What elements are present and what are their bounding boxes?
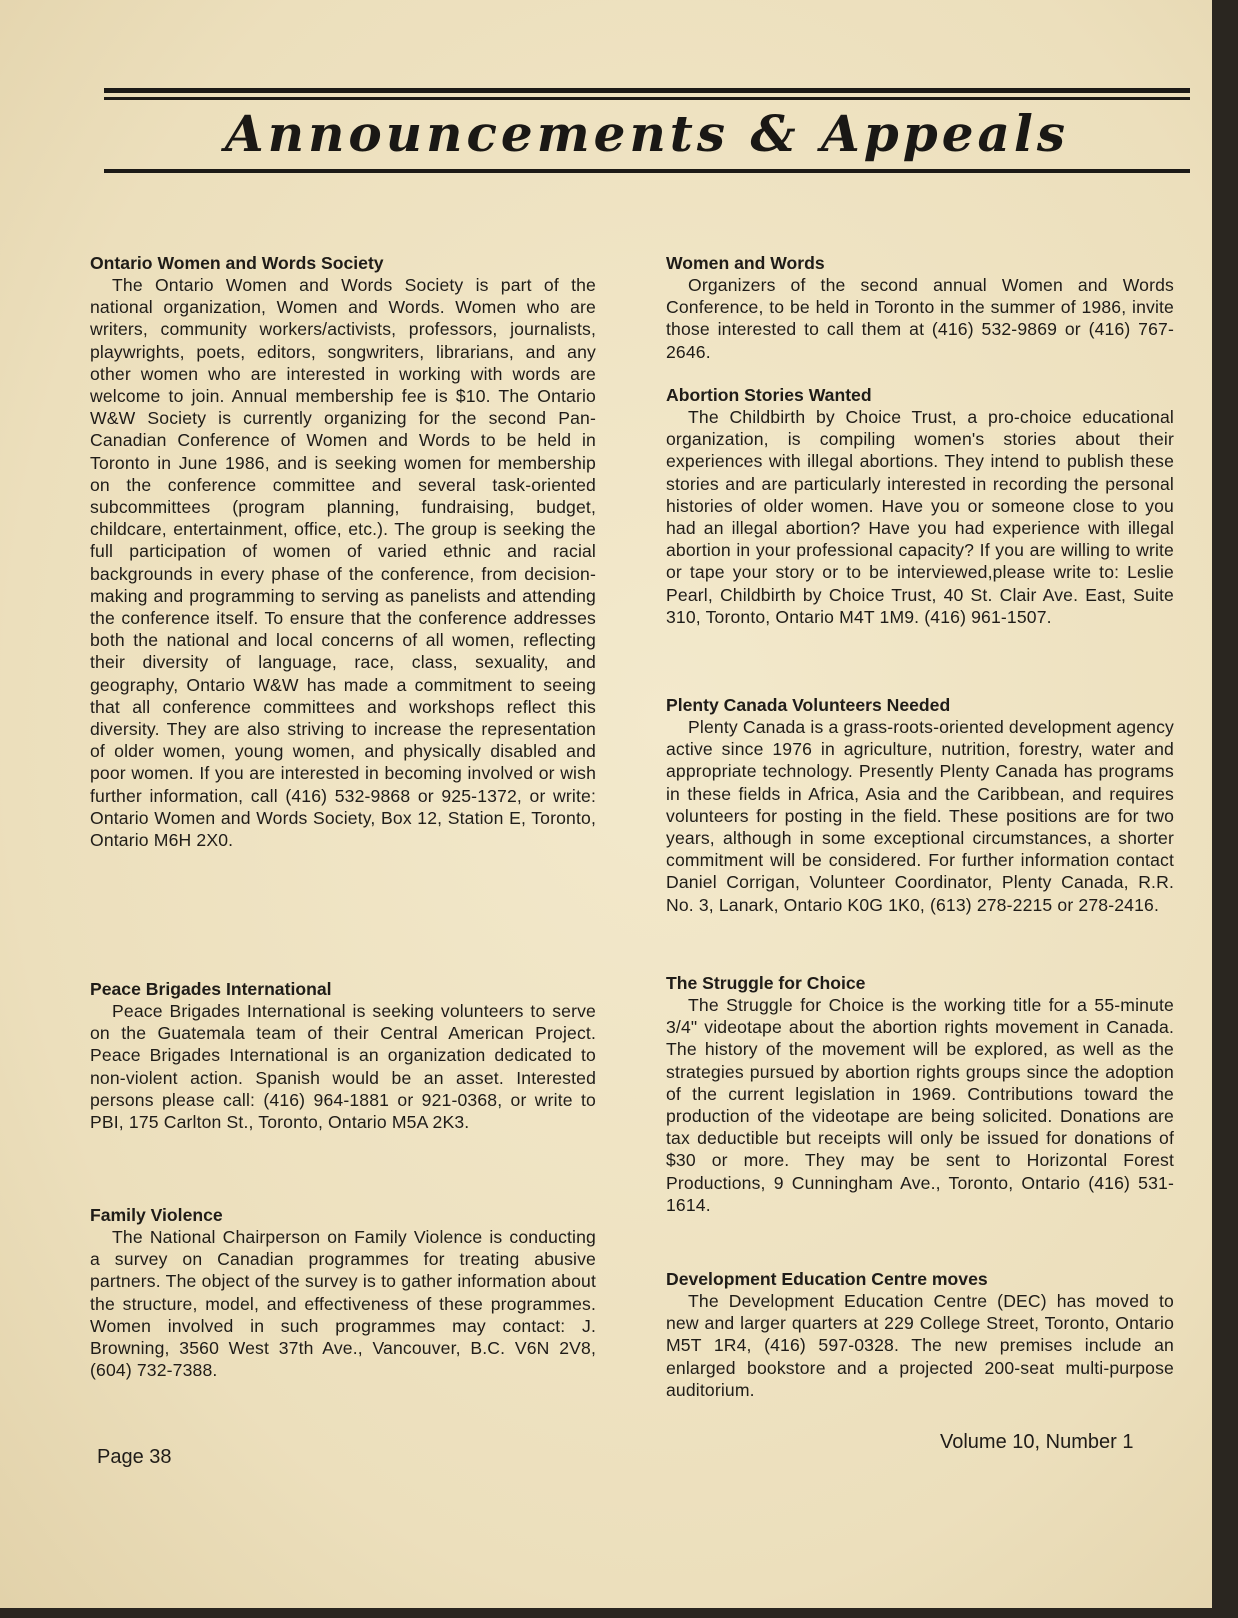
announcement-heading: Development Education Centre moves — [666, 1269, 988, 1289]
announcement-heading: Abortion Stories Wanted — [666, 385, 872, 405]
announcement-plenty-canada — [666, 694, 1174, 916]
announcement-body: The National Chairperson on Family Violence is conducting a survey on Canadian programmes for treating abusive partners. The object of the survey is to gather information about the structure, model, and effectiveness of these programmes. Women involved in such programmes may contact: J. Browning, 3560 West 37th Ave., Vancouver, B.C. V6N 2V8, (604) 732-7388. — [90, 1227, 596, 1381]
issue-number: Volume 10, Number 1 — [940, 1431, 1134, 1453]
announcement-ontario-women-and-words — [90, 252, 596, 851]
announcement-heading: Family Violence — [90, 1205, 223, 1225]
announcement-body: Plenty Canada is a grass-roots-oriented development agency active since 1976 in agriculture, nutrition, forestry, water and appropriate technology. Presently Plenty Canada has programs in these fields in Africa, Asia and the Caribbean, and requires volunteers for posting in the field. These positions are for two years, although in some exceptional circumstances, a shorter commitment will be considered. For further information contact Daniel Corrigan, Volunteer Coordinator, Plenty Canada, R.R. No. 3, Lanark, Ontario K0G 1K0, (613) 278-2215 or 278-2416. — [666, 717, 1174, 915]
page-number: Page 38 — [97, 1446, 172, 1468]
masthead-bottom-rule — [104, 169, 1190, 173]
announcement-peace-brigades — [90, 978, 596, 1133]
announcement-body: The Struggle for Choice is the working title for a 55-minute 3/4" videotape about the abortion rights movement in Canada. The history of the movement will be explored, as well as the strategies pursued by abortion rights groups since the adoption of the current legislation in 1969. Contributions toward the production of the videotape are being solicited. Donations are tax deductible but receipts will only be issued for donations of $30 or more. They may be sent to Horizontal Forest Productions, 9 Cunningham Ave., Toronto, Ontario (416) 531-1614. — [666, 995, 1174, 1215]
announcement-heading: Ontario Women and Words Society — [90, 253, 384, 273]
announcement-struggle-for-choice — [666, 972, 1174, 1216]
announcement-body: Organizers of the second annual Women and Words Conference, to be held in Toronto in the summer of 1986, invite those interested to call them at (416) 532-9869 or (416) 767-2646. — [666, 275, 1174, 362]
announcement-heading: Plenty Canada Volunteers Needed — [666, 695, 951, 715]
announcement-body: Peace Brigades International is seeking volunteers to serve on the Guatemala team of their Central American Project. Peace Brigades International is an organization dedicated to non-violent action. Spanish would be an asset. Interested persons please call: (416) 964-1881 or 921-0368, or write to PBI, 175 Carlton St., Toronto, Ontario M5A 2K3. — [90, 1001, 596, 1133]
masthead-title: Announcements & Appeals — [224, 104, 1070, 163]
announcement-heading: Peace Brigades International — [90, 979, 332, 999]
masthead-top-rule — [104, 88, 1190, 93]
announcement-heading: The Struggle for Choice — [666, 973, 866, 993]
announcement-development-education-centre — [666, 1268, 1174, 1401]
announcement-women-and-words — [666, 252, 1174, 363]
announcement-family-violence — [90, 1204, 596, 1381]
announcement-body: The Childbirth by Choice Trust, a pro-choice educational organization, is compiling women's stories about their experiences with illegal abortions. They intend to publish these stories and are particularly interested in recording the personal histories of older women. Have you or someone close to you had an illegal abortion? Have you had experience with illegal abortion in your professional capacity? If you are willing to write or tape your story or to be interviewed,please write to: Leslie Pearl, Childbirth by Choice Trust, 40 St. Clair Ave. East, Suite 310, Toronto, Ontario M4T 1M9. (416) 961-1507. — [666, 407, 1174, 627]
announcement-body: The Development Education Centre (DEC) has moved to new and larger quarters at 229 College Street, Toronto, Ontario M5T 1R4, (416) 597-0328. The new premises include an enlarged bookstore and a projected 200-seat multi-purpose auditorium. — [666, 1291, 1174, 1400]
announcement-heading: Women and Words — [666, 253, 825, 273]
announcement-abortion-stories — [666, 384, 1174, 628]
announcement-body: The Ontario Women and Words Society is part of the national organization, Women and Words. Women who are writers, community workers/activists, professors, journalists, playwrights, poets, editors, songwriters, librarians, and any other women who are interested in working with words are welcome to join. Annual membership fee is $10. The Ontario W&W Society is currently organizing for the second Pan-Canadian Conference of Women and Words to be held in Toronto in June 1986, and is seeking women for membership on the conference committee and several task-oriented subcommittees (program planning, fundraising, budget, childcare, entertainment, office, etc.). The group is seeking the full participation of women of varied ethnic and racial backgrounds in every phase of the conference, from decision-making and programming to serving as panelists and attending the conference itself. To ensure that the conference addresses both the national and local concerns of all women, reflecting their diversity of language, race, class, sexuality, and geography, Ontario W&W has made a commitment to seeing that all conference committees and workshops reflect this diversity. They are also striving to increase the representation of older women, young women, and physically disabled and poor women. If you are interested in becoming involved or wish further information, call (416) 532-9868 or 925-1372, or write: Ontario Women and Words Society, Box 12, Station E, Toronto, Ontario M6H 2X0. — [90, 275, 596, 851]
